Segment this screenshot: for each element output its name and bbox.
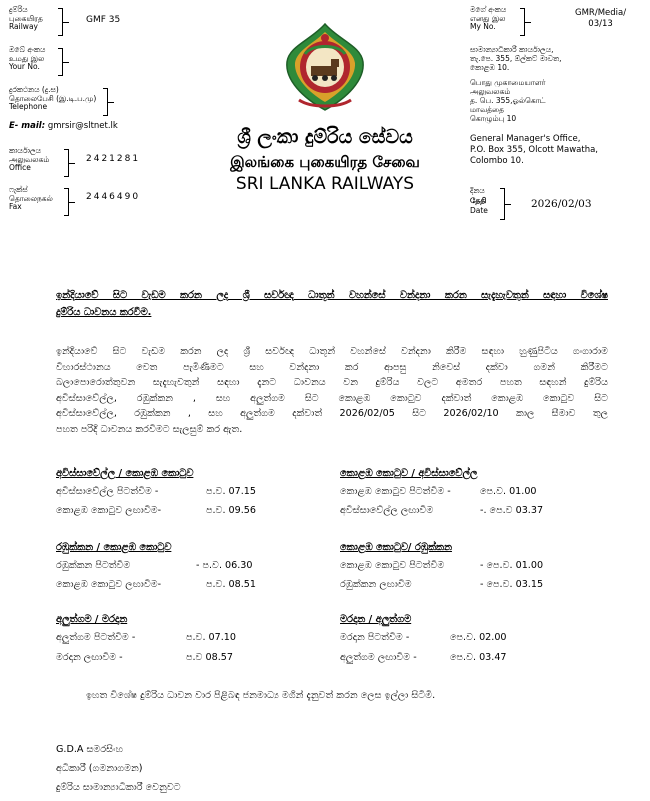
schedule-title: අවිස්සාවේල්ල / කොළඹ කොටුව: [56, 468, 194, 479]
office-value: 2421281: [86, 154, 141, 164]
signatory-name: G.D.A සමරසිංහ: [56, 744, 124, 755]
date-label: දිනය தேதி Date: [470, 186, 488, 215]
railway-value: GMF 35: [86, 15, 121, 25]
railway-label: දුම්රිය புகையிரத Railway: [9, 5, 43, 31]
schedule-title: කොළඹ කොටුව / අවිස්සාවේල්ල: [340, 468, 478, 479]
org-name-english: SRI LANKA RAILWAYS: [235, 174, 415, 194]
signatory-title: අධිකාරී (ගමනාගමන): [56, 763, 143, 774]
schedule-title: රඹුක්කන / කොළඹ කොටුව: [56, 542, 172, 553]
my-no-label: මගේ අංකය எனது இல My No.: [470, 5, 507, 31]
telephone-label: දුරකථනය (දු.ස) தொலைபேசி (இ.டி.ப.மு) Telephone: [9, 85, 97, 111]
your-no-label: ඔබේ අංකය உமது இல Your No.: [9, 45, 46, 71]
signatory-capacity: දුම්රිය සාමාන්‍යාධිකාරී වෙනුවට: [56, 782, 181, 793]
address-sinhala: සාමාන්‍යාධිකාරී කාර්යාලය, තැ.පෙ. 355, ඕල්කට් මාවත, කොළඹ 10.: [470, 45, 562, 72]
fax-label: ෆැක්ස් தொலைநகல் Fax: [9, 185, 53, 211]
org-name-tamil: இலங்கை புகையிரத சேவை: [230, 153, 420, 171]
your-no-brace: [58, 48, 63, 76]
address-tamil: பொது முகாமையாளர் அலுவலகம் த. பெ. 355,ஓல்கொட் மாவத்தை கொழும்பு 10: [470, 78, 546, 123]
railway-brace: [58, 8, 63, 36]
office-label: කාර්යාලය அலுவலகம் Office: [9, 146, 50, 172]
schedule-title: කොළඹ කොටුව/ රඹුක්කන: [340, 542, 452, 553]
org-name-sinhala: ශ්‍රී ලංකා දුම්රිය සේවය: [237, 126, 413, 148]
email-line: E- mail: gmrsir@sltnet.lk: [9, 121, 118, 131]
closing-line: ඉහත විශේෂ දුම්රිය ධාවන වාර පිළිබඳ ජනමාධ්‍ය මගින් දැනුවත් කරන ලෙස ඉල්ලා සිටිමි.: [86, 690, 436, 701]
telephone-brace: [103, 88, 108, 116]
email-value: gmrsir@sltnet.lk: [47, 121, 118, 131]
my-no-brace: [520, 8, 525, 36]
date-value: 2026/02/03: [531, 198, 592, 210]
railway-emblem-logo: [281, 22, 369, 114]
address-english: General Manager's Office, P.O. Box 355, Olcott Mawatha, Colombo 10.: [470, 134, 599, 166]
letter-body: ඉන්දියාවේ සිට වැඩම කරන ලද ශ්‍රී සර්වඥ ධාතූන් වහන්සේ වන්දනා කිරීම සඳහා හුණුපිටිය ගංගාරාම විහාරස්ථානය වෙත පැමිණීමට සහ වන්දනා කර ආපසු නිවෙස් දක්වා ගමන් කිරීමට බලාපොරොත්තුවන සැදැහැවතුන් සඳහා දැනට ධාවනය වන දුම්රිය වලට අමතර පහත සඳහන් දුම්රිය අවිස්සාවේල්ල, රඹුක්කන , සහ අලුත්ගම සිට කොළඹ කොටුව දක්වාත් කොළඹ කොටුව සිට අවිස්සාවේල්ල, රඹුක්කන , සහ අලුත්ගම දක්වාත් 2026/02/05 සිට 2026/02/10 කාල සීමාව තුල පහත පරිදි ධාවනය කරවීමට සැලසුම් කර ඇත.: [56, 346, 608, 435]
my-no-value: GMR/Media/ 03/13: [575, 8, 627, 29]
fax-value: 2446490: [86, 192, 141, 202]
schedule-title: අලුත්ගම / මරදාන: [56, 614, 128, 625]
railway-emblem-icon: [281, 22, 369, 114]
schedule-title: මරදාන / අලුත්ගම: [340, 614, 412, 625]
letter-title: ඉන්දියාවේ සිට වැඩම කරන ලද ශ්‍රී සර්වඥ ධාතූන් වහන්සේ වන්දනා කරන සැදැහැවතුන් සඳහා විශේෂ දුම්රිය ධාවනය කරවීම.: [56, 290, 608, 318]
